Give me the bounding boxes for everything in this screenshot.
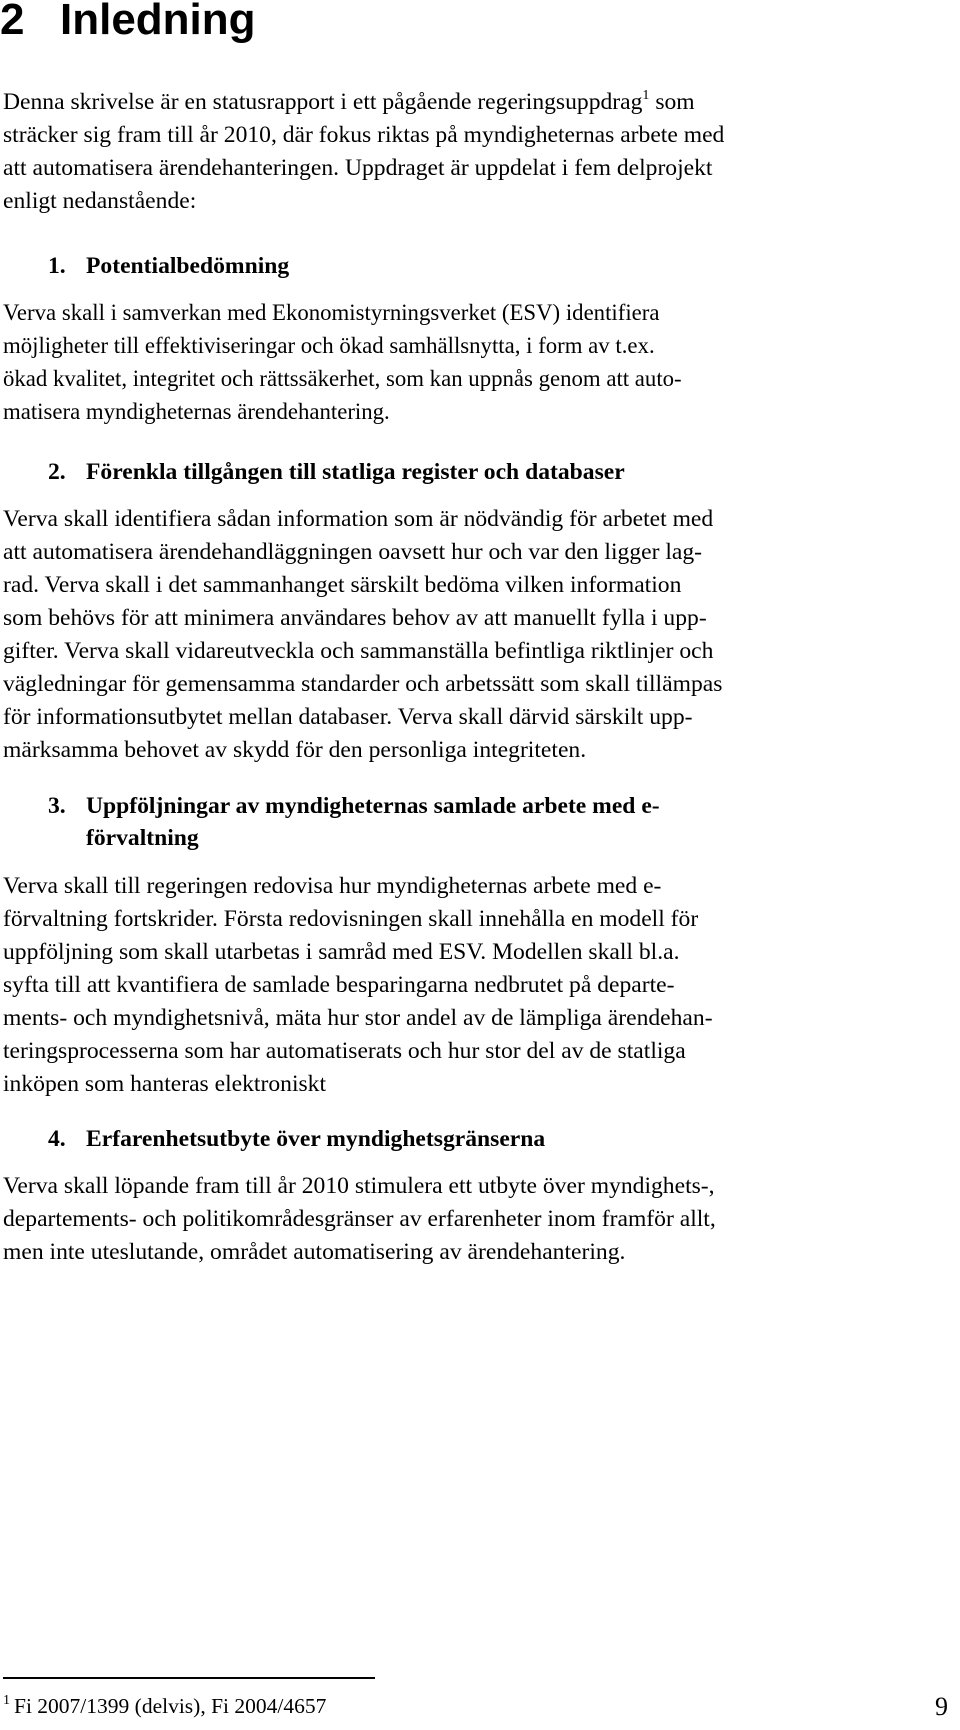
footnote	[3, 1692, 326, 1720]
paragraph-line: inköpen som hanteras elektroniskt	[3, 1071, 327, 1097]
page-number: 9	[935, 1692, 948, 1721]
paragraph-line: Verva skall löpande fram till år 2010 stimulera ett utbyte över myndighets-,	[3, 1173, 715, 1199]
item-1-paragraph	[3, 296, 933, 428]
section-heading	[0, 0, 256, 42]
paragraph-line: vägledningar för gemensamma standarder och arbetssätt som skall tillämpas	[3, 671, 723, 697]
paragraph-line: syfta till att kvantifiera de samlade besparingarna nedbrutet på departe-	[3, 972, 675, 998]
paragraph-line: att automatisera ärendehandläggningen oavsett hur och var den ligger lag-	[3, 539, 703, 565]
intro-line	[3, 86, 933, 119]
paragraph-line: gifter. Verva skall vidareutveckla och sammanställa befintliga riktlinjer och	[3, 638, 714, 664]
intro-line: enligt nedanstående:	[3, 188, 197, 214]
paragraph-line: ökad kvalitet, integritet och rättssäkerhet, som kan uppnås genom att auto-	[3, 366, 682, 391]
paragraph-line: märksamma behovet av skydd för den personliga integriteten.	[3, 737, 587, 763]
item-title: Potentialbedömning	[86, 253, 290, 279]
item-3-paragraph	[3, 870, 933, 1101]
paragraph-line: uppföljning som skall utarbetas i samråd med ESV. Modellen skall bl.a.	[3, 939, 680, 965]
footnote-marker: 1	[3, 1693, 10, 1708]
footnote-text: Fi 2007/1399 (delvis), Fi 2004/4657	[14, 1694, 327, 1718]
intro-paragraph	[3, 86, 933, 218]
paragraph-line: ments- och myndighetsnivå, mäta hur stor andel av de lämpliga ärendehan-	[3, 1005, 713, 1031]
footnote-reference: 1	[642, 88, 650, 103]
paragraph-line: Verva skall i samverkan med Ekonomistyrningsverket (ESV) identifiera	[3, 300, 660, 325]
intro-line-text: som	[649, 89, 695, 115]
item-title-line: Uppföljningar av myndigheternas samlade arbete med e-	[86, 793, 660, 819]
intro-line: sträcker sig fram till år 2010, där fokus riktas på myndigheternas arbete med	[3, 122, 725, 148]
item-4-paragraph	[3, 1170, 933, 1269]
paragraph-line: men inte uteslutande, området automatisering av ärendehantering.	[3, 1239, 626, 1265]
paragraph-line: för informationsutbytet mellan databaser. Verva skall därvid särskilt upp-	[3, 704, 693, 730]
paragraph-line: departements- och politikområdesgränser av erfarenheter inom framför allt,	[3, 1206, 716, 1232]
item-title-line: förvaltning	[86, 825, 199, 851]
item-title: Förenkla tillgången till statliga register och databaser	[86, 459, 625, 485]
paragraph-line: matisera myndigheternas ärendehantering.	[3, 399, 390, 424]
paragraph-line: rad. Verva skall i det sammanhanget särskilt bedöma vilken information	[3, 572, 682, 598]
item-number: 4.	[48, 1126, 66, 1152]
intro-line-text: Denna skrivelse är en statusrapport i ett pågående regeringsuppdrag	[3, 89, 643, 115]
paragraph-line: möjligheter till effektiviseringar och ökad samhällsnytta, i form av t.ex.	[3, 333, 655, 358]
paragraph-line: som behövs för att minimera användares behov av att manuellt fylla i upp-	[3, 605, 707, 631]
item-number: 3.	[48, 793, 66, 819]
paragraph-line: Verva skall till regeringen redovisa hur myndigheternas arbete med e-	[3, 873, 662, 899]
section-title: Inledning	[60, 0, 256, 44]
paragraph-line: Verva skall identifiera sådan information som är nödvändig för arbetet med	[3, 506, 714, 532]
item-title: Erfarenhetsutbyte över myndighetsgränserna	[86, 1126, 546, 1152]
item-number: 2.	[48, 459, 66, 485]
item-2-paragraph	[3, 503, 933, 767]
section-number: 2	[0, 0, 25, 44]
item-number: 1.	[48, 253, 66, 279]
paragraph-line: teringsprocesserna som har automatiserats och hur stor del av de statliga	[3, 1038, 686, 1064]
footnote-separator	[3, 1677, 375, 1679]
paragraph-line: förvaltning fortskrider. Första redovisningen skall innehålla en modell för	[3, 906, 699, 932]
intro-line: att automatisera ärendehanteringen. Uppdraget är uppdelat i fem delprojekt	[3, 155, 713, 181]
